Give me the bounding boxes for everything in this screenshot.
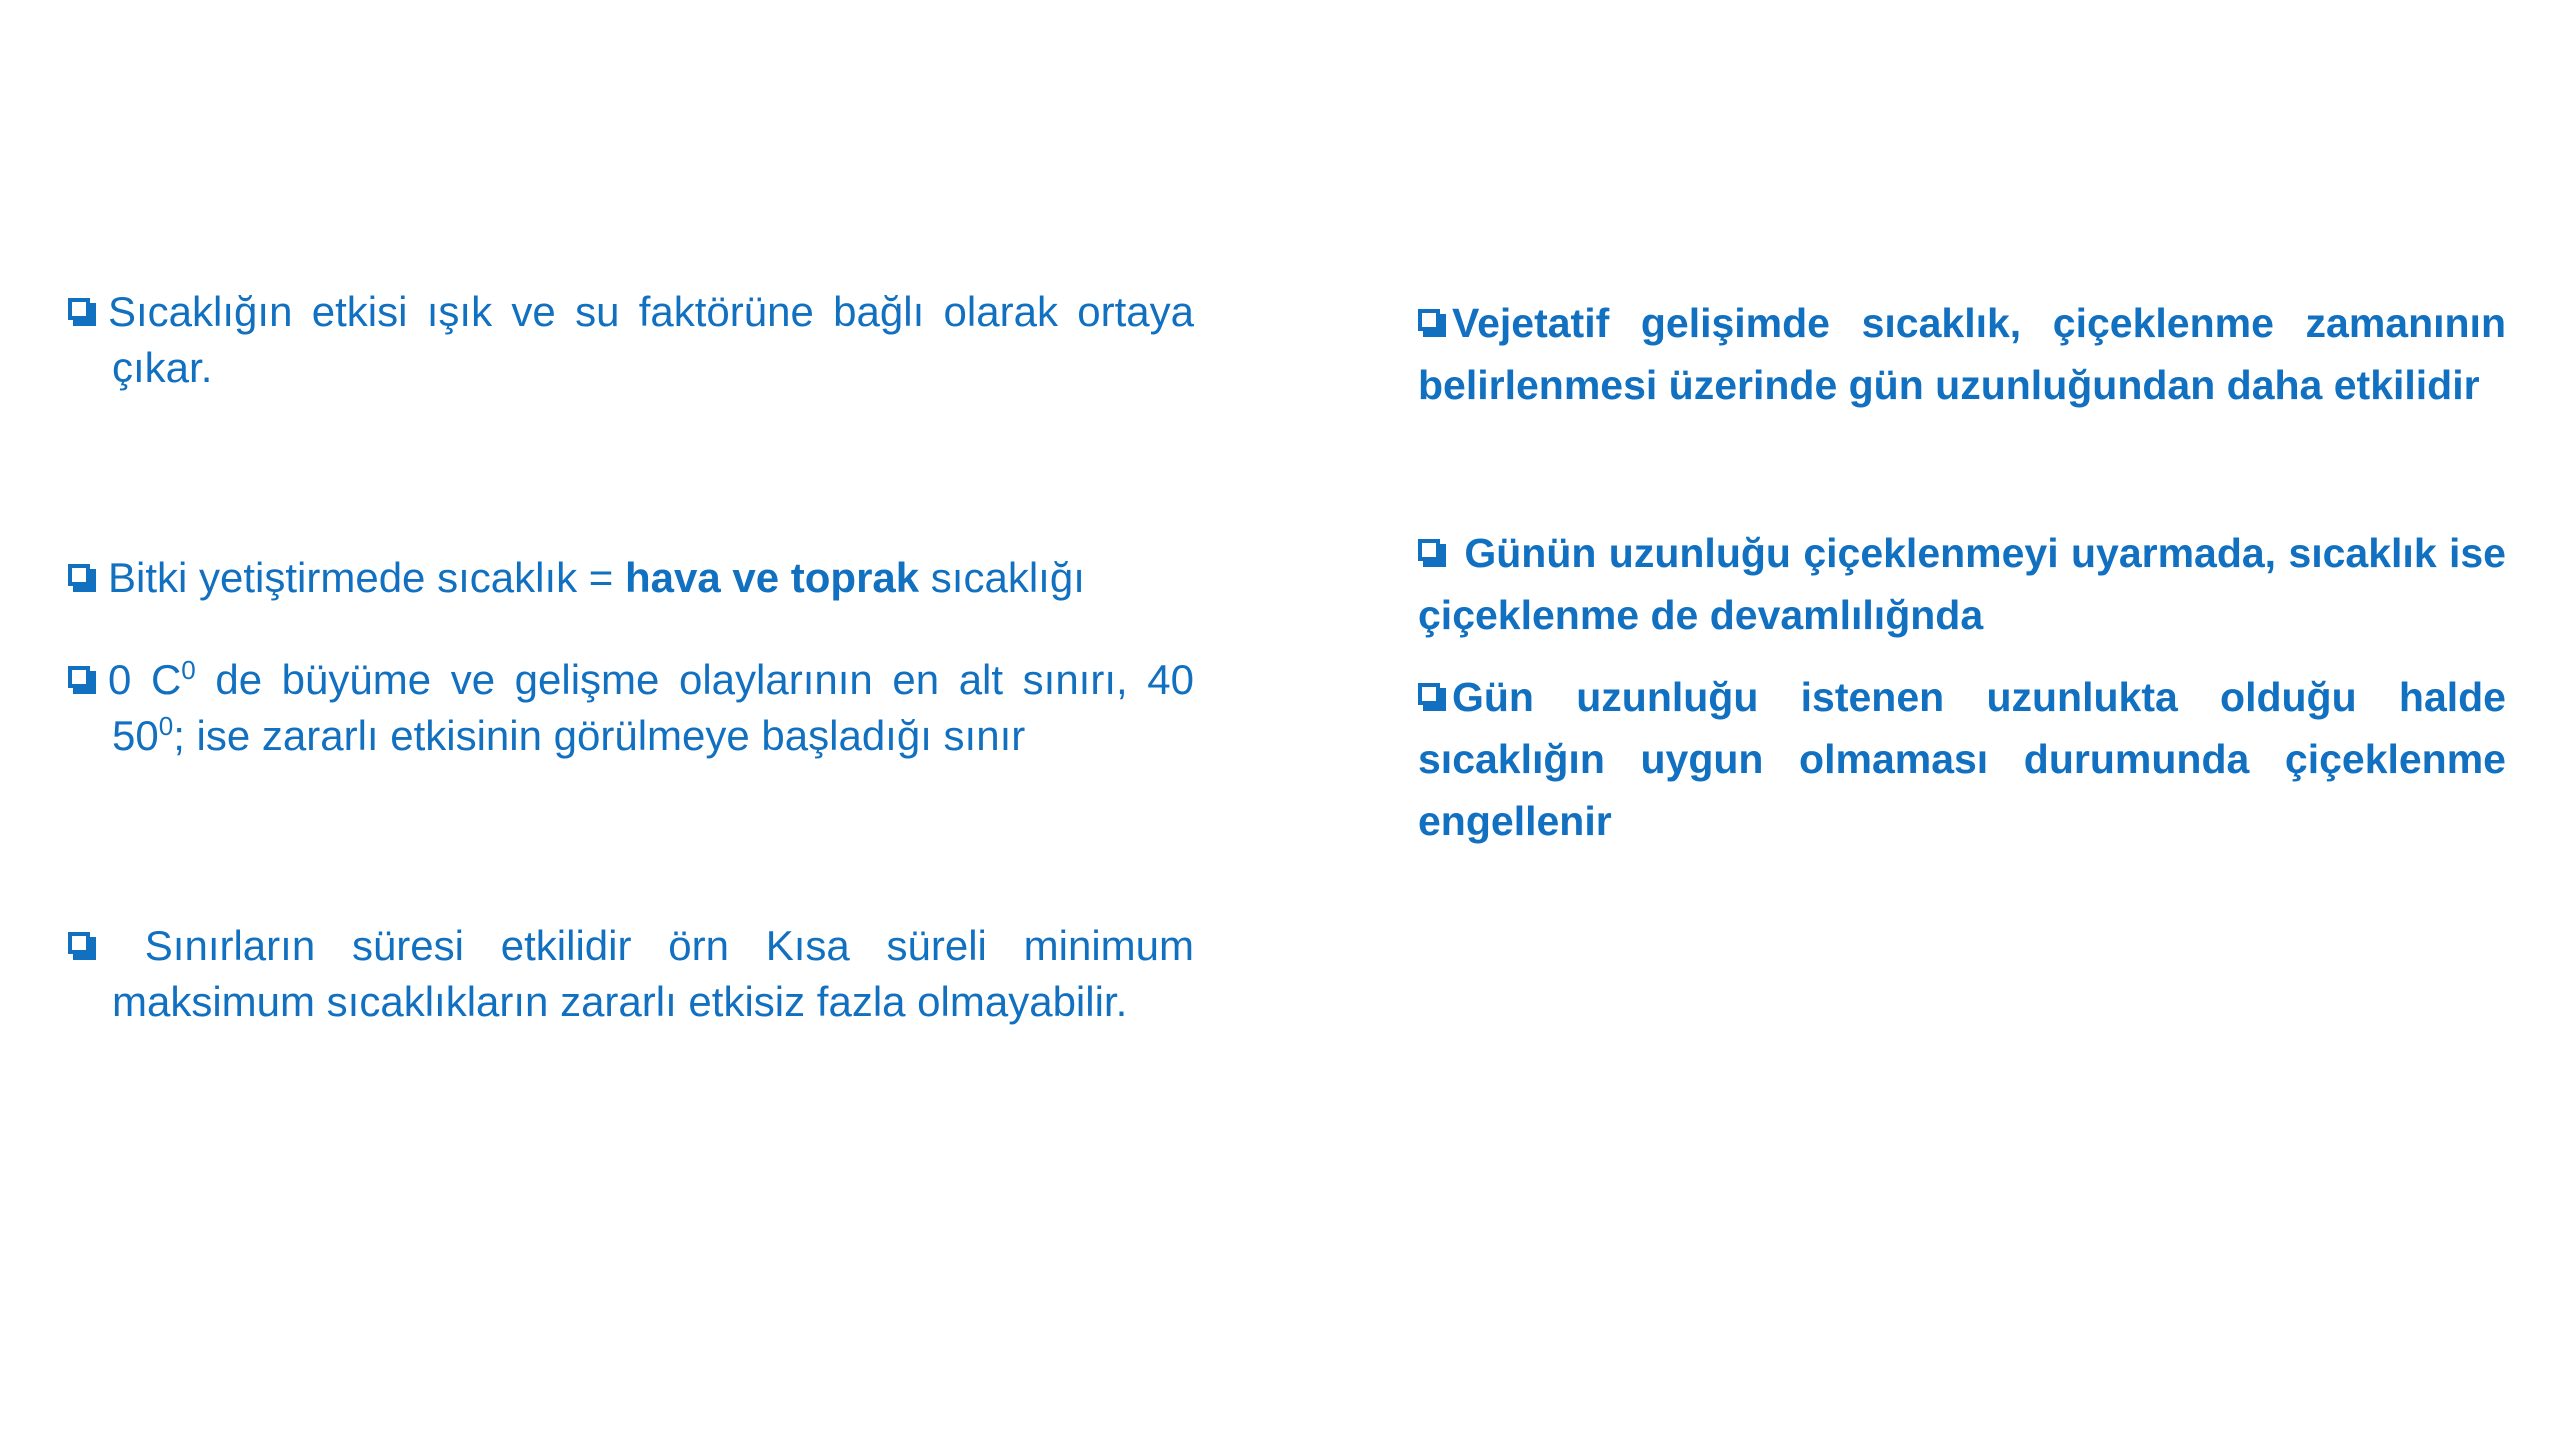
square-bullet-icon [68, 564, 100, 594]
left-item-3-sup2: 0 [158, 711, 174, 741]
square-bullet-icon [68, 666, 100, 696]
right-item-3-text: Gün uzunluğu istenen uzunlukta olduğu halde sıcaklığın uygun olmaması durumunda çiçeklenme engellenir [1418, 674, 2506, 844]
square-bullet-icon [1418, 309, 1450, 339]
right-bullet-item-1 [1418, 292, 2506, 416]
right-bullet-item-2 [1418, 522, 2506, 646]
left-item-3-part2: de büyüme ve gelişme olaylarının en alt sınırı, 40 50 [112, 656, 1194, 759]
square-bullet-icon [1418, 539, 1450, 569]
right-item-1-text: Vejetatif gelişimde sıcaklık, çiçeklenme zamanının belirlenmesi üzerinde gün uzunluğundan daha etkilidir [1418, 300, 2506, 408]
left-item-3-sup1: 0 [181, 655, 196, 685]
left-bullet-item-4 [68, 918, 1194, 1030]
left-bullet-item-2 [68, 550, 1194, 606]
left-bullet-item-3 [68, 652, 1194, 764]
right-item-2-text: Günün uzunluğu çiçeklenmeyi uyarmada, sıcaklık ise çiçeklenme de devamlılığnda [1418, 530, 2506, 638]
left-item-2-text-before: Bitki yetiştirmede sıcaklık = [108, 554, 625, 601]
left-item-2-text-after: sıcaklığı [919, 554, 1085, 601]
left-item-3-part1: 0 C [108, 656, 182, 703]
square-bullet-icon [68, 298, 100, 328]
left-item-4-text: Sınırların süresi etkilidir örn Kısa süreli minimum maksimum sıcaklıkların zararlı etkisiz fazla olmayabilir. [108, 922, 1194, 1025]
left-item-1-text: Sıcaklığın etkisi ışık ve su faktörüne bağlı olarak ortaya çıkar. [108, 288, 1194, 391]
right-bullet-item-3 [1418, 666, 2506, 852]
left-item-2-text-bold: hava ve toprak [624, 554, 920, 601]
left-bullet-item-1 [68, 284, 1194, 396]
square-bullet-icon [68, 932, 100, 962]
square-bullet-icon [1418, 683, 1450, 713]
left-item-3-part3: ; ise zararlı etkisinin görülmeye başladığı sınır [173, 712, 1026, 759]
